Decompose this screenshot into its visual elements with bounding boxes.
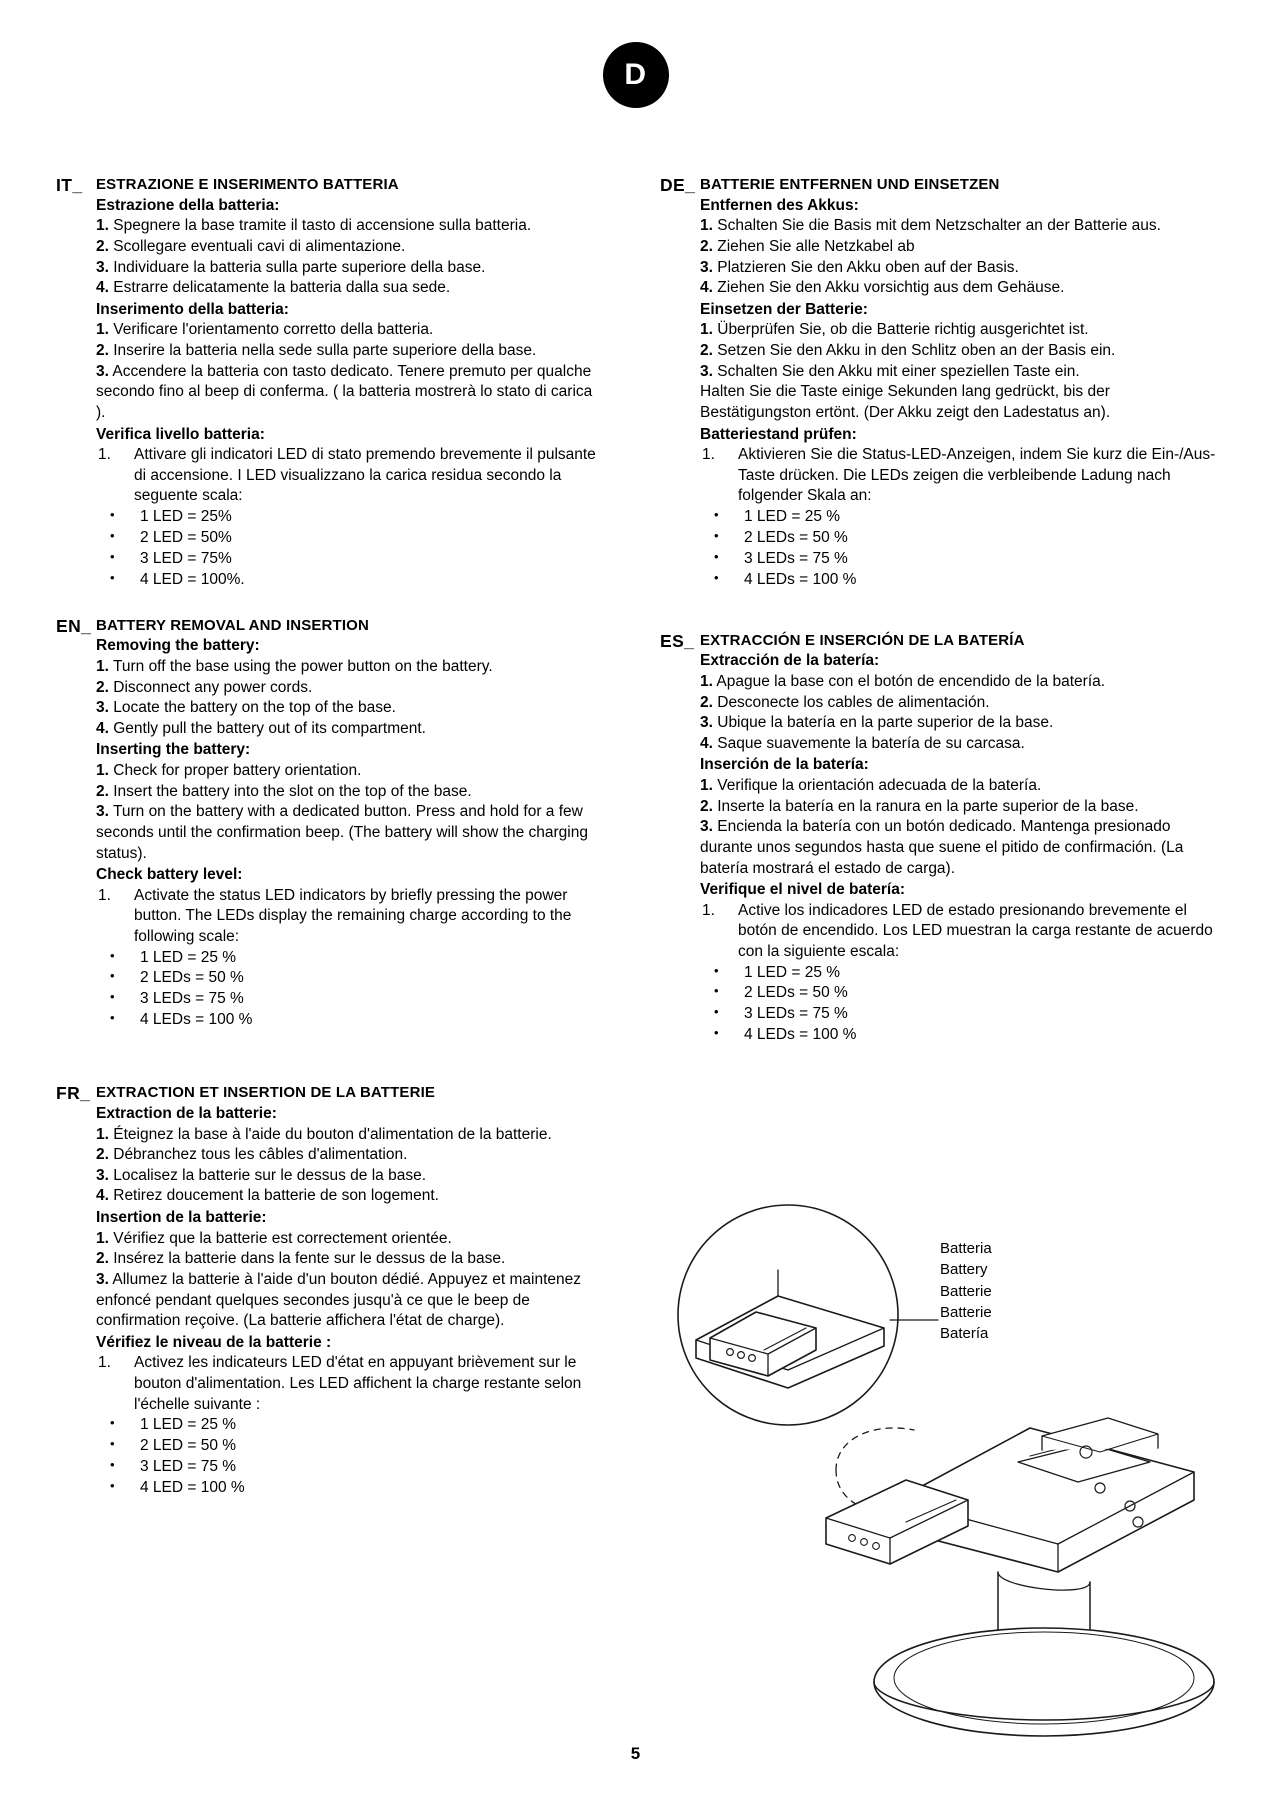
step-item: 2. Insert the battery into the slot on the top of the base. — [96, 782, 472, 800]
callout-label: Batería — [940, 1325, 989, 1343]
numbered-item — [700, 445, 1220, 507]
lang-tag-en: EN_ — [56, 615, 92, 636]
page-number: 5 — [630, 1744, 641, 1763]
step-item: 3. Localisez la batterie sur le dessus de la base. — [96, 1166, 427, 1184]
step-item: 1. Éteignez la base à l'aide du bouton d'alimentation de la batterie. — [96, 1125, 552, 1143]
numbered-item-text: Activez les indicateurs LED d'état en appuyant brièvement sur le bouton d'alimentation. Les LED affichent la charge restante selon l'échelle suivante : — [134, 1354, 582, 1413]
callout-label: Batterie — [940, 1282, 992, 1300]
section-en — [56, 616, 596, 1032]
step-item: 3. Allumez la batterie à l'aide d'un bouton dédié. Appuyez et maintenez enfoncé pendant quelques secondes jusqu'à ce que le beep de confirmation reçoive. (La batterie affichera l'état de charge). — [96, 1270, 582, 1330]
list-item: • 4 LEDs = 100 % — [700, 1025, 1220, 1046]
numbered-item-number: 1. — [702, 901, 715, 919]
subtitle-de-removal: Entfernen des Akkus: — [700, 196, 859, 214]
numbered-item — [96, 445, 596, 507]
subtitle-fr-removal: Extraction de la batterie: — [96, 1105, 277, 1123]
subtitle-de-check: Batteriestand prüfen: — [700, 425, 857, 443]
subtitle-it-insertion: Inserimento della batteria: — [96, 300, 289, 318]
step-item: 1. Turn off the base using the power button on the battery. — [96, 658, 493, 676]
numbered-item — [700, 901, 1220, 963]
subtitle-en-insertion: Inserting the battery: — [96, 741, 251, 759]
step-item: 2. Scollegare eventuali cavi di alimentazione. — [96, 238, 406, 256]
step-item: 1. Vérifiez que la batterie est correctement orientée. — [96, 1229, 452, 1247]
step-item: 3. Individuare la batteria sulla parte superiore della base. — [96, 258, 486, 276]
step-item: 4. Saque suavemente la batería de su carcasa. — [700, 734, 1025, 752]
numbered-item-number: 1. — [98, 1354, 111, 1372]
step-item: Halten Sie die Taste einige Sekunden lang gedrückt, bis der Bestätigungston ertönt. (Der Akku zeigt den Ladestatus an). — [700, 383, 1111, 421]
step-item: 2. Ziehen Sie alle Netzkabel ab — [700, 238, 915, 256]
section-badge-letter: D — [624, 58, 647, 91]
list-item: • 3 LED = 75 % — [96, 1457, 596, 1478]
step-item: 4. Estrarre delicatamente la batteria dalla sua sede. — [96, 279, 451, 297]
right-column — [660, 175, 1220, 1064]
callout-label: Battery — [940, 1261, 988, 1279]
step-item: 3. Ubique la batería en la parte superior de la base. — [700, 714, 1054, 732]
list-item: • 1 LED = 25 % — [96, 1415, 596, 1436]
callout-label: Batterie — [940, 1303, 992, 1321]
step-item: 1. Verificare l'orientamento corretto della batteria. — [96, 321, 434, 339]
illustration-callout-labels — [940, 1238, 992, 1344]
step-item: 2. Inserte la batería en la ranura en la parte superior de la base. — [700, 797, 1139, 815]
numbered-list-it — [96, 445, 596, 507]
list-item: • 3 LEDs = 75 % — [700, 1004, 1220, 1025]
list-item: • 1 LED = 25 % — [700, 963, 1220, 984]
section-title-es: EXTRACCIÓN E INSERCIÓN DE LA BATERÍA — [700, 631, 1025, 649]
subtitle-es-insertion: Inserción de la batería: — [700, 756, 869, 774]
left-column — [56, 175, 596, 1517]
step-item: 2. Setzen Sie den Akku in den Schlitz oben an der Basis ein. — [700, 342, 1116, 360]
section-title-en: BATTERY REMOVAL AND INSERTION — [96, 616, 369, 634]
step-item: 2. Insérez la batterie dans la fente sur le dessus de la base. — [96, 1250, 506, 1268]
step-item: 1. Check for proper battery orientation. — [96, 762, 362, 780]
subtitle-es-check: Verifique el nivel de batería: — [700, 881, 906, 899]
numbered-item-number: 1. — [98, 446, 111, 464]
step-item: 3. Turn on the battery with a dedicated button. Press and hold for a few seconds until the confirmation beep. (The battery will show the charging status). — [96, 803, 588, 862]
subtitle-es-removal: Extracción de la batería: — [700, 652, 880, 670]
bullet-list-it — [96, 507, 596, 591]
list-item: • 2 LED = 50% — [96, 528, 596, 549]
numbered-item-number: 1. — [98, 886, 111, 904]
numbered-list-es — [700, 901, 1220, 963]
list-item: • 3 LEDs = 75 % — [96, 989, 596, 1010]
subtitle-it-removal: Estrazione della batteria: — [96, 196, 280, 214]
lang-tag-it: IT_ — [56, 175, 83, 195]
list-item: • 4 LEDs = 100 % — [96, 1010, 596, 1031]
bullet-list-fr — [96, 1415, 596, 1499]
step-item: 3. Accendere la batteria con tasto dedicato. Tenere premuto per qualche secondo fino al beep di conferma. ( la batteria mostrerà lo stato di carica ). — [96, 362, 593, 421]
step-item: 2. Débranchez tous les câbles d'alimentation. — [96, 1146, 408, 1164]
step-item: 1. Schalten Sie die Basis mit dem Netzschalter an der Batterie aus. — [700, 217, 1161, 235]
list-item: • 1 LED = 25% — [96, 507, 596, 528]
step-item: 1. Verifique la orientación adecuada de la batería. — [700, 777, 1042, 795]
list-item: • 2 LEDs = 50 % — [700, 983, 1220, 1004]
subtitle-en-removal: Removing the battery: — [96, 637, 260, 655]
lang-tag-de: DE_ — [660, 175, 696, 195]
list-item: • 2 LEDs = 50 % — [700, 528, 1220, 549]
list-item: • 1 LED = 25 % — [96, 948, 596, 969]
list-item: • 2 LED = 50 % — [96, 1436, 596, 1457]
step-item: 3. Encienda la batería con un botón dedicado. Mantenga presionado durante unos segundos hasta que suene el pitido de confirmación. (La batería mostrará el estado de carga). — [700, 818, 1184, 877]
numbered-item — [96, 1353, 596, 1415]
section-title-it: ESTRAZIONE E INSERIMENTO BATTERIA — [96, 176, 399, 193]
section-title-fr: EXTRACTION ET INSERTION DE LA BATTERIE — [96, 1084, 436, 1102]
section-es — [660, 631, 1220, 1047]
callout-label: Batteria — [940, 1240, 992, 1257]
lang-tag-es: ES_ — [660, 630, 695, 651]
list-item: • 2 LEDs = 50 % — [96, 968, 596, 989]
bullet-list-en — [96, 948, 596, 1032]
numbered-list-de — [700, 445, 1220, 507]
step-item: 4. Ziehen Sie den Akku vorsichtig aus dem Gehäuse. — [700, 279, 1065, 297]
step-item: 1. Spegnere la base tramite il tasto di accensione sulla batteria. — [96, 217, 532, 235]
step-item: 2. Disconnect any power cords. — [96, 678, 313, 696]
section-fr — [56, 1083, 596, 1499]
step-item: 3. Platzieren Sie den Akku oben auf der Basis. — [700, 258, 1019, 276]
numbered-item-text: Active los indicadores LED de estado presionando brevemente el botón de encendido. Los LED muestran la carga restante de acuerdo con la siguiente escala: — [738, 901, 1213, 960]
list-item: • 4 LED = 100%. — [96, 570, 596, 591]
section-badge — [603, 42, 669, 108]
step-item: 4. Gently pull the battery out of its compartment. — [96, 719, 426, 737]
step-item: 2. Inserire la batteria nella sede sulla parte superiore della base. — [96, 342, 537, 360]
step-item: 4. Retirez doucement la batterie de son logement. — [96, 1187, 439, 1205]
subtitle-en-check: Check battery level: — [96, 866, 243, 884]
step-item: 3. Locate the battery on the top of the base. — [96, 699, 396, 717]
step-item: 3. Schalten Sie den Akku mit einer speziellen Taste ein. — [700, 362, 1080, 380]
numbered-list-fr — [96, 1353, 596, 1415]
step-item: 2. Desconecte los cables de alimentación. — [700, 693, 990, 711]
numbered-item-text: Attivare gli indicatori LED di stato premendo brevemente il pulsante di accensione. I LED visualizzano la carica residua secondo la seguente scala: — [134, 446, 596, 505]
bullet-list-es — [700, 963, 1220, 1047]
section-it — [56, 175, 596, 591]
section-de — [660, 175, 1220, 591]
numbered-item-text: Aktivieren Sie die Status-LED-Anzeigen, indem Sie kurz die Ein-/Aus-Taste drücken. Die LEDs zeigen die verbleibende Ladung nach folgender Skala an: — [738, 446, 1216, 505]
subtitle-fr-check: Vérifiez le niveau de la batterie : — [96, 1333, 332, 1351]
list-item: • 4 LEDs = 100 % — [700, 570, 1220, 591]
bullet-list-de — [700, 507, 1220, 591]
subtitle-it-check: Verifica livello batteria: — [96, 425, 265, 443]
lang-tag-fr: FR_ — [56, 1083, 91, 1104]
numbered-item-text: Activate the status LED indicators by briefly pressing the power button. The LEDs display the remaining charge according to the following scale: — [134, 886, 572, 945]
subtitle-de-insertion: Einsetzen der Batterie: — [700, 300, 868, 318]
step-item: 1. Überprüfen Sie, ob die Batterie richtig ausgerichtet ist. — [700, 321, 1089, 339]
numbered-item — [96, 886, 596, 948]
subtitle-fr-insertion: Insertion de la batterie: — [96, 1209, 267, 1227]
list-item: • 1 LED = 25 % — [700, 507, 1220, 528]
step-item: 1. Apague la base con el botón de encendido de la batería. — [700, 673, 1106, 691]
numbered-list-en — [96, 886, 596, 948]
numbered-item-number: 1. — [702, 446, 715, 464]
list-item: • 3 LEDs = 75 % — [700, 549, 1220, 570]
list-item: • 3 LED = 75% — [96, 549, 596, 570]
section-title-de: BATTERIE ENTFERNEN UND EINSETZEN — [700, 176, 1000, 193]
list-item: • 4 LED = 100 % — [96, 1478, 596, 1499]
